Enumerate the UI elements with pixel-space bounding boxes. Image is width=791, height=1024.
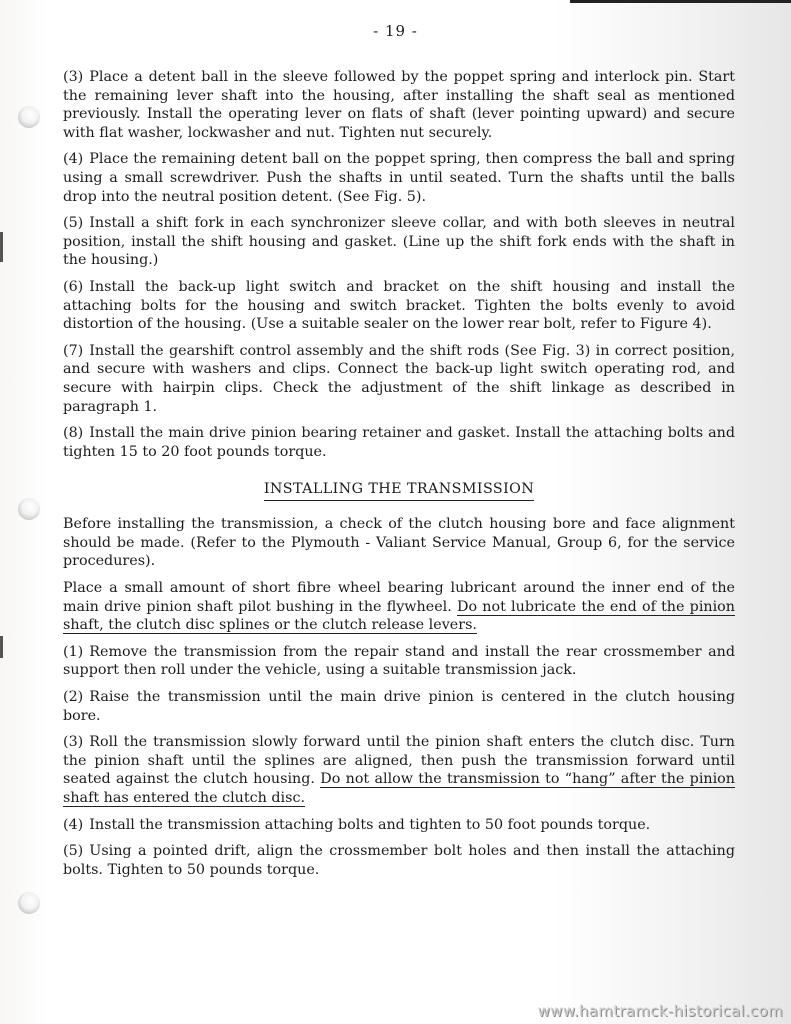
step-number: (5) — [63, 215, 84, 232]
binder-hole — [18, 498, 40, 520]
step-number: (8) — [63, 425, 84, 442]
step-number: (7) — [63, 342, 84, 359]
step-text: Install the back-up light switch and bracket on the shift housing and install the attaching bolts for the housing and switch bracket. Tighten the bolts evenly to avoid distortion of the housing. (Use a suitable sealer on the lower rear bolt, refer to Figure 4). — [63, 278, 735, 333]
install-step-2 — [63, 688, 735, 725]
page-content — [63, 68, 735, 887]
intro-paragraph: Before installing the transmission, a check of the clutch housing bore and face alignment should be made. (Refer to the Plymouth - Valiant Service Manual, Group 6, for the service procedures). — [63, 516, 735, 570]
step-text: Place the remaining detent ball on the poppet spring, then compress the ball and spring using a small screwdriver. Push the shafts in until seated. Turn the shafts until the balls drop into the neutral position detent. (See Fig. 5). — [63, 151, 735, 205]
page-number: - 19 - — [373, 22, 418, 40]
paragraph-step-8 — [63, 424, 735, 461]
step-number: (3) — [63, 734, 84, 751]
step-number: (5) — [63, 843, 84, 860]
binder-hole — [18, 892, 40, 914]
paragraph-step-7 — [63, 342, 735, 416]
caution-text: Do not allow the transmission to “hang” after the pinion shaft has entered the clutch disc. — [63, 771, 736, 806]
binder-hole — [18, 106, 40, 128]
step-text: Place a detent ball in the sleeve followed by the poppet spring and interlock pin. Start the remaining lever shaft into the housing, after installing the shaft seal as mentioned previously. Install the operating lever on flats of shaft (lever pointing upward) and secure with flat washer, lockwasher and nut. Tighten nut securely. — [63, 69, 735, 141]
step-text: Using a pointed drift, align the crossmember bolt holes and then install the attaching bolts. Tighten to 50 pounds torque. — [63, 843, 735, 878]
step-number: (4) — [63, 816, 84, 833]
step-number: (3) — [63, 69, 84, 85]
install-step-3 — [63, 733, 735, 807]
step-text: Install the gearshift control assembly and the shift rods (See Fig. 3) in correct position, and secure with washers and clips. Connect the back-up light switch operating rod, and secure with hairpin clips. Check the adjustment of the shift linkage as described in paragraph 1. — [63, 342, 735, 415]
step-text: Raise the transmission until the main drive pinion is centered in the clutch housing bore. — [63, 689, 735, 724]
caution-text: Do not lubricate the end of the pinion shaft, the clutch disc splines or the clutch release levers. — [63, 598, 736, 634]
paragraph-step-4 — [63, 150, 735, 206]
install-step-4 — [63, 816, 735, 835]
step-number: (4) — [63, 151, 84, 168]
step-text: Roll the transmission slowly forward until the pinion shaft enters the clutch disc. Turn the pinion shaft until the splines are aligned, then push the transmission forward until seated against the clutch housing. — [63, 734, 735, 788]
step-text: Install the transmission attaching bolts and tighten to 50 foot pounds torque. — [89, 816, 651, 833]
step-number: (2) — [63, 689, 84, 706]
step-number: (1) — [63, 643, 84, 660]
watermark: www.hamtramck-historical.com — [537, 1002, 783, 1020]
step-number: (6) — [63, 278, 84, 295]
page-edge-line — [570, 0, 791, 3]
paragraph-step-6 — [63, 278, 735, 334]
step-text: Install a shift fork in each synchronizer sleeve collar, and with both sleeves in neutral position, install the shift housing and gasket. (Line up the shift fork ends with the shaft in the housing.) — [63, 215, 735, 269]
install-step-1 — [63, 643, 735, 680]
section-heading: INSTALLING THE TRANSMISSION — [63, 481, 735, 497]
margin-mark — [0, 232, 3, 262]
install-step-5 — [63, 842, 735, 879]
paragraph-step-5 — [63, 214, 735, 270]
lubricant-paragraph: Place a small amount of short fibre wheel bearing lubricant around the inner end of the main drive pinion shaft pilot bushing in the flywheel. Do not lubricate the end of the pinion shaft, the clutch disc splines or the clutch release levers. — [63, 580, 736, 634]
step-text: Install the main drive pinion bearing retainer and gasket. Install the attaching bolts and tighten 15 to 20 foot pounds torque. — [63, 425, 735, 460]
margin-mark — [0, 636, 3, 658]
step-text: Remove the transmission from the repair stand and install the rear crossmember and support then roll under the vehicle, using a suitable transmission jack. — [63, 643, 735, 679]
paragraph-step-3 — [63, 68, 735, 142]
